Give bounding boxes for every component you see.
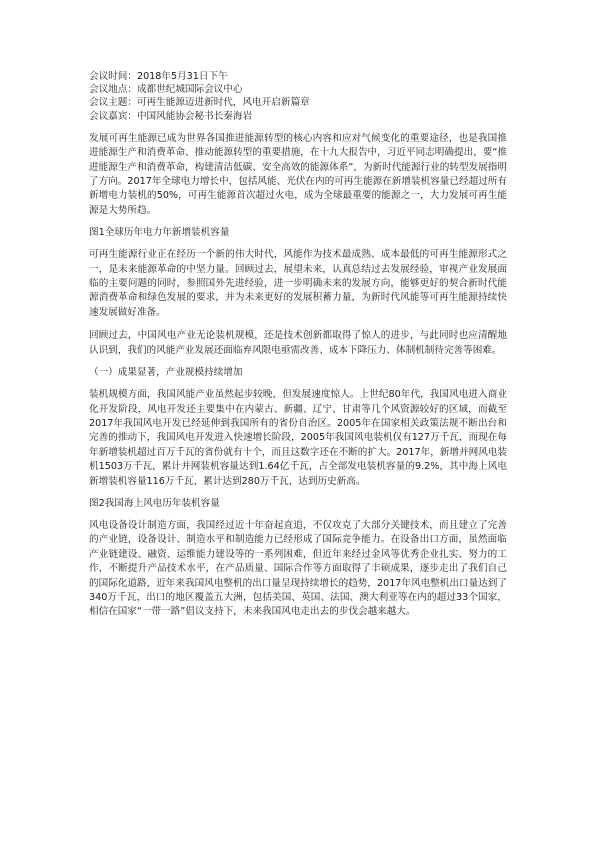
paragraph-intro: 发展可再生能源已成为世界各国推进能源转型的核心内容和应对气候变化的重要途径，也是我国推进能源生产和消费革命、推动能源转型的重要措施，在十九大报告中，习近平同志明确提出，要“推进能源生产和消费革命，构建清洁低碳、安全高效的能源体系”，为新时代能源行业的转型发展指明了方向。2017年全球电力增长中，包括风能、光伏在内的可再生能源在新增装机容量已经超过所有新增电力装机的50%，可再生能源首次超过火电，成为全球最重要的能源之一，大力发展可再生能源是大势所趋。: [89, 132, 507, 216]
meeting-location: 会议地点：成都世纪城国际会议中心: [89, 84, 243, 96]
paragraph-installed-capacity: 装机规模方面，我国风能产业虽然起步较晚，但发展速度惊人。上世纪80年代，我国风电进入商业化开发阶段，风电开发还主要集中在内蒙古、新疆、辽宁、甘肃等几个风资源较好的区域，而截至2017年我国风电开发已经延伸到我国所有的省份自治区。2005年在国家相关政策法规不断出台和完善的推动下，我国风电开发进入快速增长阶段，2005年我国风电装机仅有127万千瓦，而现在每年新增装机超过百万千瓦的省份就有十个，而且这数字还在不断的扩大。2017年，新增并网风电装机1503万千瓦，累计并网装机容量达到1.64亿千瓦，占全部发电装机容量的9.2%，其中海上风电新增装机容量116万千瓦，累计达到280万千瓦，达到历史新高。: [89, 389, 507, 487]
figure-caption-1: 图1全球历年电力年新增装机容量: [89, 227, 230, 239]
figure-caption-2: 图2我国海上风电历年装机容量: [89, 497, 220, 509]
paragraph-review: 回顾过去，中国风电产业无论装机规模，还是技术创新都取得了惊人的进步，与此同时也应清醒地认识到，我们的风能产业发展还面临弃风限电亟需改善、成本下降压力、体制机制待完善等困难。: [89, 330, 507, 356]
section-heading-1: （一）成果显著，产业规模持续增加: [89, 367, 243, 379]
meeting-time: 会议时间：2018年5月31日下午: [89, 71, 228, 82]
document-page: [89, 70, 507, 620]
meeting-theme: 会议主题：可再生能源迈进新时代，风电开启新篇章: [89, 97, 310, 109]
meeting-guest: 会议嘉宾：中国风能协会秘书长秦海岩: [89, 110, 253, 122]
paragraph-new-era: 可再生能源行业正在经历一个新的伟大时代，风能作为技术最成熟、成本最低的可再生能源形式之一，是未来能源革命的中坚力量。回顾过去，展望未来，认真总结过去发展经验，审视产业发展面临的主要问题的同时，参照国外先进经验，进一步明确未来的发展方向，能够更好的契合新时代能源消费革命和绿色发展的要求，并为未来更好的发展积蓄力量，为新时代风能等可再生能源持续快速发展做好准备。: [89, 249, 507, 318]
paragraph-equipment-manufacturing: 风电设备设计制造方面，我国经过近十年奋起直追，不仅攻克了大部分关键技术，而且建立了完善的产业链，设备设计、制造水平和制造能力已经形成了国际竞争能力。在设备出口方面，虽然面临产业链建设、融资、运维能力建设等的一系列困难，但近年来经过金风等优秀企业扎实、努力的工作，不断提升产品技术水平，在产品质量、国际合作等方面取得了丰硕成果，逐步走出了我们自己的国际化道路，近年来我国风电整机的出口量呈现持续增长的趋势，2017年风电整机出口量达到了340万千瓦，出口的地区覆盖五大洲，包括美国、英国、法国、澳大利亚等在内的超过33个国家，相信在国家“一带一路”倡议支持下，未来我国风电走出去的步伐会越来越大。: [89, 519, 507, 618]
